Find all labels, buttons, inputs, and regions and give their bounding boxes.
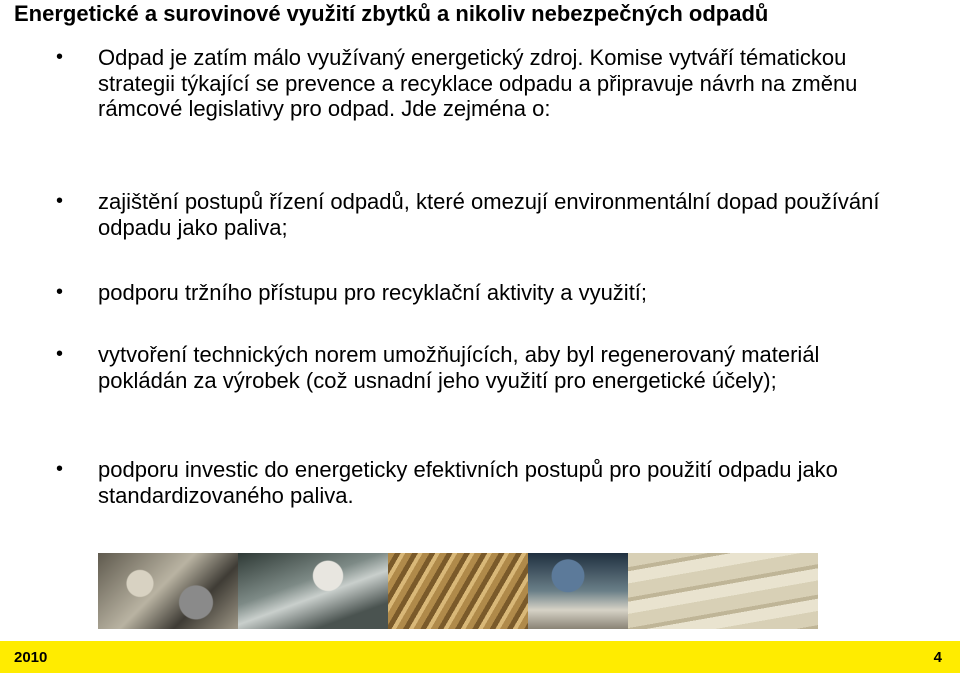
page-number: 4 xyxy=(933,649,942,666)
bullet-text: vytvoření technických norem umožňujících, aby byl regenerovaný materiál pokládán za výrobek (což usnadní jeho využití pro energetické účely); xyxy=(98,342,820,393)
bullet-text: zajištění postupů řízení odpadů, které omezují environmentální dopad používání odpadu jako paliva; xyxy=(98,189,880,240)
wood-waste-photo xyxy=(388,553,528,629)
plastic-waste-photo xyxy=(238,553,388,629)
bullet-marker: • xyxy=(56,281,64,303)
footer-bar xyxy=(0,641,960,673)
bullet-marker: • xyxy=(56,458,64,480)
mixed-waste-photo xyxy=(528,553,628,629)
slide-title: Energetické a surovinové využití zbytků a nikoliv nebezpečných odpadů xyxy=(14,1,769,26)
bullet-text: podporu investic do energeticky efektivních postupů pro použití odpadu jako standardizovaného paliva. xyxy=(98,457,838,508)
footer-year: 2010 xyxy=(14,649,48,666)
bullet-marker: • xyxy=(56,190,64,212)
bullet-text: Odpad je zatím málo využívaný energetický zdroj. Komise vytváří tématickou strategii týkající se prevence a recyklace odpadu a připravuje návrh na změnu rámcové legislativy pro odpad. Jde zejména o: xyxy=(98,45,858,121)
waste-photo-strip xyxy=(98,553,818,629)
scrap-metal-photo xyxy=(98,553,238,629)
bullet-marker: • xyxy=(56,343,64,365)
bullet-marker: • xyxy=(56,46,64,68)
board-material-photo xyxy=(628,553,818,629)
bullet-text: podporu tržního přístupu pro recyklační aktivity a využití; xyxy=(98,280,648,305)
